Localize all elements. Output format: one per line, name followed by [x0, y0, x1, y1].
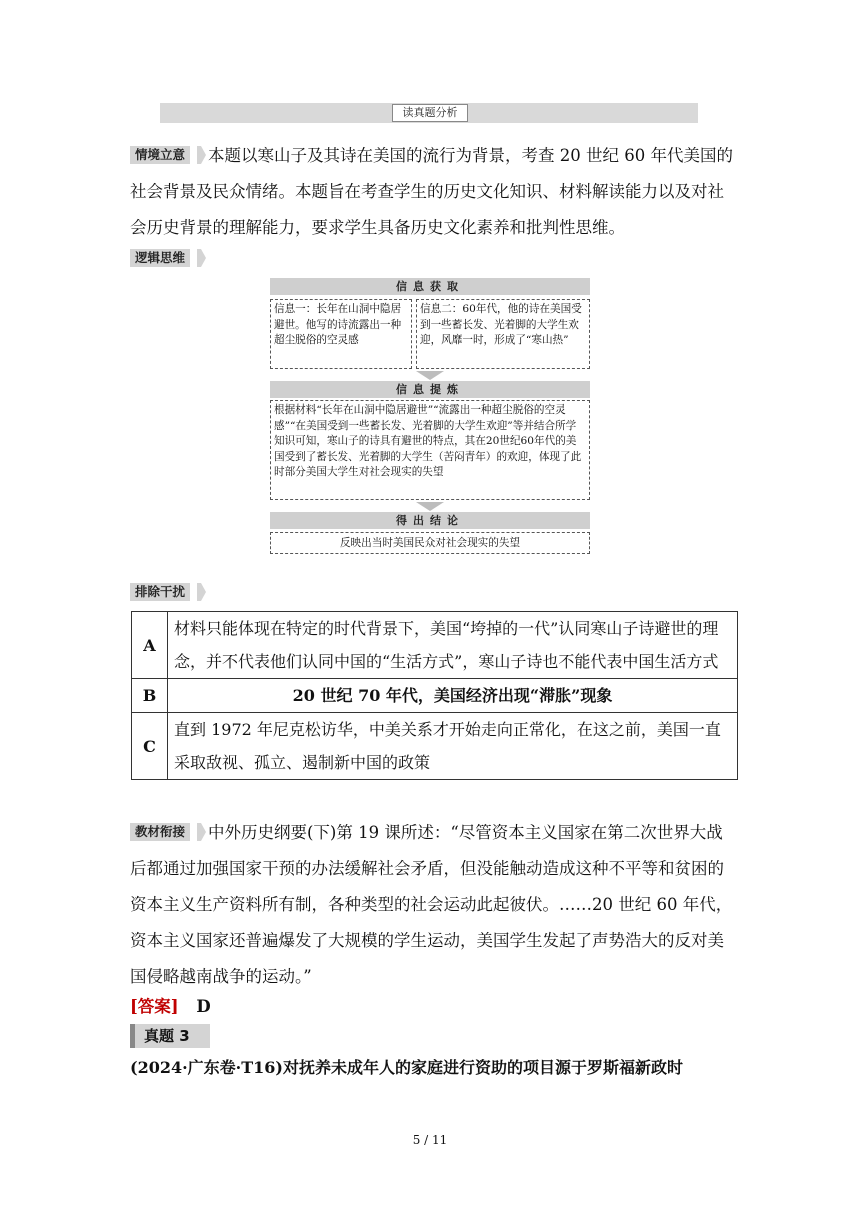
- table-row: [132, 679, 738, 713]
- tag-logic: 逻辑思维: [130, 249, 190, 267]
- page-number: 5 / 11: [412, 1133, 448, 1147]
- table-row: [132, 713, 738, 780]
- section4-paragraph: [130, 815, 736, 995]
- option-key: C: [132, 713, 168, 780]
- question-title-bar: [130, 1024, 135, 1048]
- diagram-header-conclusion: 得出结论: [270, 512, 590, 529]
- diagram-header-acquire: 信息获取: [270, 278, 590, 295]
- section4-text: 中外历史纲要(下)第 19 课所述：“尽管资本主义国家在第二次世界大战后都通过加强国家干预的办法缓解社会矛盾，但没能触动造成这种不平等和贫困的资本主义生产资料所有制，各种类型的社会运动此起彼伏。……20 世纪 60 年代，资本主义国家还普遍爆发了大规模的学生运动，美国学生发起了声势浩大的反对美国侵略越南战争的运动。”: [130, 823, 733, 986]
- info-row: [270, 299, 590, 369]
- answer-value: D: [196, 997, 211, 1016]
- tag-situation: 情境立意: [130, 146, 190, 164]
- section1-paragraph: [130, 138, 736, 246]
- tag-arrow-icon: [197, 249, 207, 267]
- option-text: 20 世纪 70 年代，美国经济出现“滞胀”现象: [168, 679, 738, 713]
- banner-label: 读真题分析: [392, 104, 468, 122]
- option-key: B: [132, 679, 168, 713]
- question-title: 真题 3: [130, 1024, 210, 1048]
- tag-textbook: 教材衔接: [130, 823, 190, 841]
- exclusion-table: [131, 611, 738, 780]
- down-arrow-icon: [416, 371, 444, 380]
- section-banner: [160, 103, 698, 123]
- refine-box: 根据材料“长年在山洞中隐居避世”“流露出一种超尘脱俗的空灵感”“在美国受到一些蓄长发、光着脚的大学生欢迎”等并结合所学知识可知，寒山子的诗具有避世的特点，其在20世纪60年代的美国受到了蓄长发、光着脚的大学生（苦闷青年）的欢迎，体现了此时部分美国大学生对社会现实的失望: [270, 400, 590, 500]
- option-text: 直到 1972 年尼克松访华，中美关系才开始走向正常化，在这之前，美国一直采取敌视、孤立、遏制新中国的政策: [168, 713, 738, 780]
- option-text: 材料只能体现在特定的时代背景下，美国“垮掉的一代”认同寒山子诗避世的理念，并不代表他们认同中国的“生活方式”，寒山子诗也不能代表中国生活方式: [168, 612, 738, 679]
- tag-arrow-icon: [197, 583, 207, 601]
- info-box-1: 信息一：长年在山洞中隐居避世。他写的诗流露出一种超尘脱俗的空灵感: [270, 299, 412, 369]
- question-text: (2024·广东卷·T16)对抚养未成年人的家庭进行资助的项目源于罗斯福新政时: [130, 1058, 683, 1077]
- info-box-2: 信息二：60年代，他的诗在美国受到一些蓄长发、光着脚的大学生欢迎，风靡一时，形成了“寒山热”: [416, 299, 590, 369]
- tag-exclusion: 排除干扰: [130, 583, 190, 601]
- logic-diagram: [270, 278, 590, 554]
- diagram-header-refine: 信息提炼: [270, 381, 590, 398]
- option-key: A: [132, 612, 168, 679]
- table-row: [132, 612, 738, 679]
- section1-text: 本题以寒山子及其诗在美国的流行为背景，考查 20 世纪 60 年代美国的社会背景及民众情绪。本题旨在考查学生的历史文化知识、材料解读能力以及对社会历史背景的理解能力，要求学生具备历史文化素养和批判性思维。: [130, 146, 733, 237]
- answer-label: [答案]: [130, 997, 179, 1016]
- answer-line: [130, 993, 211, 1017]
- conclusion-box: 反映出当时美国民众对社会现实的失望: [270, 532, 590, 554]
- down-arrow-icon: [416, 502, 444, 511]
